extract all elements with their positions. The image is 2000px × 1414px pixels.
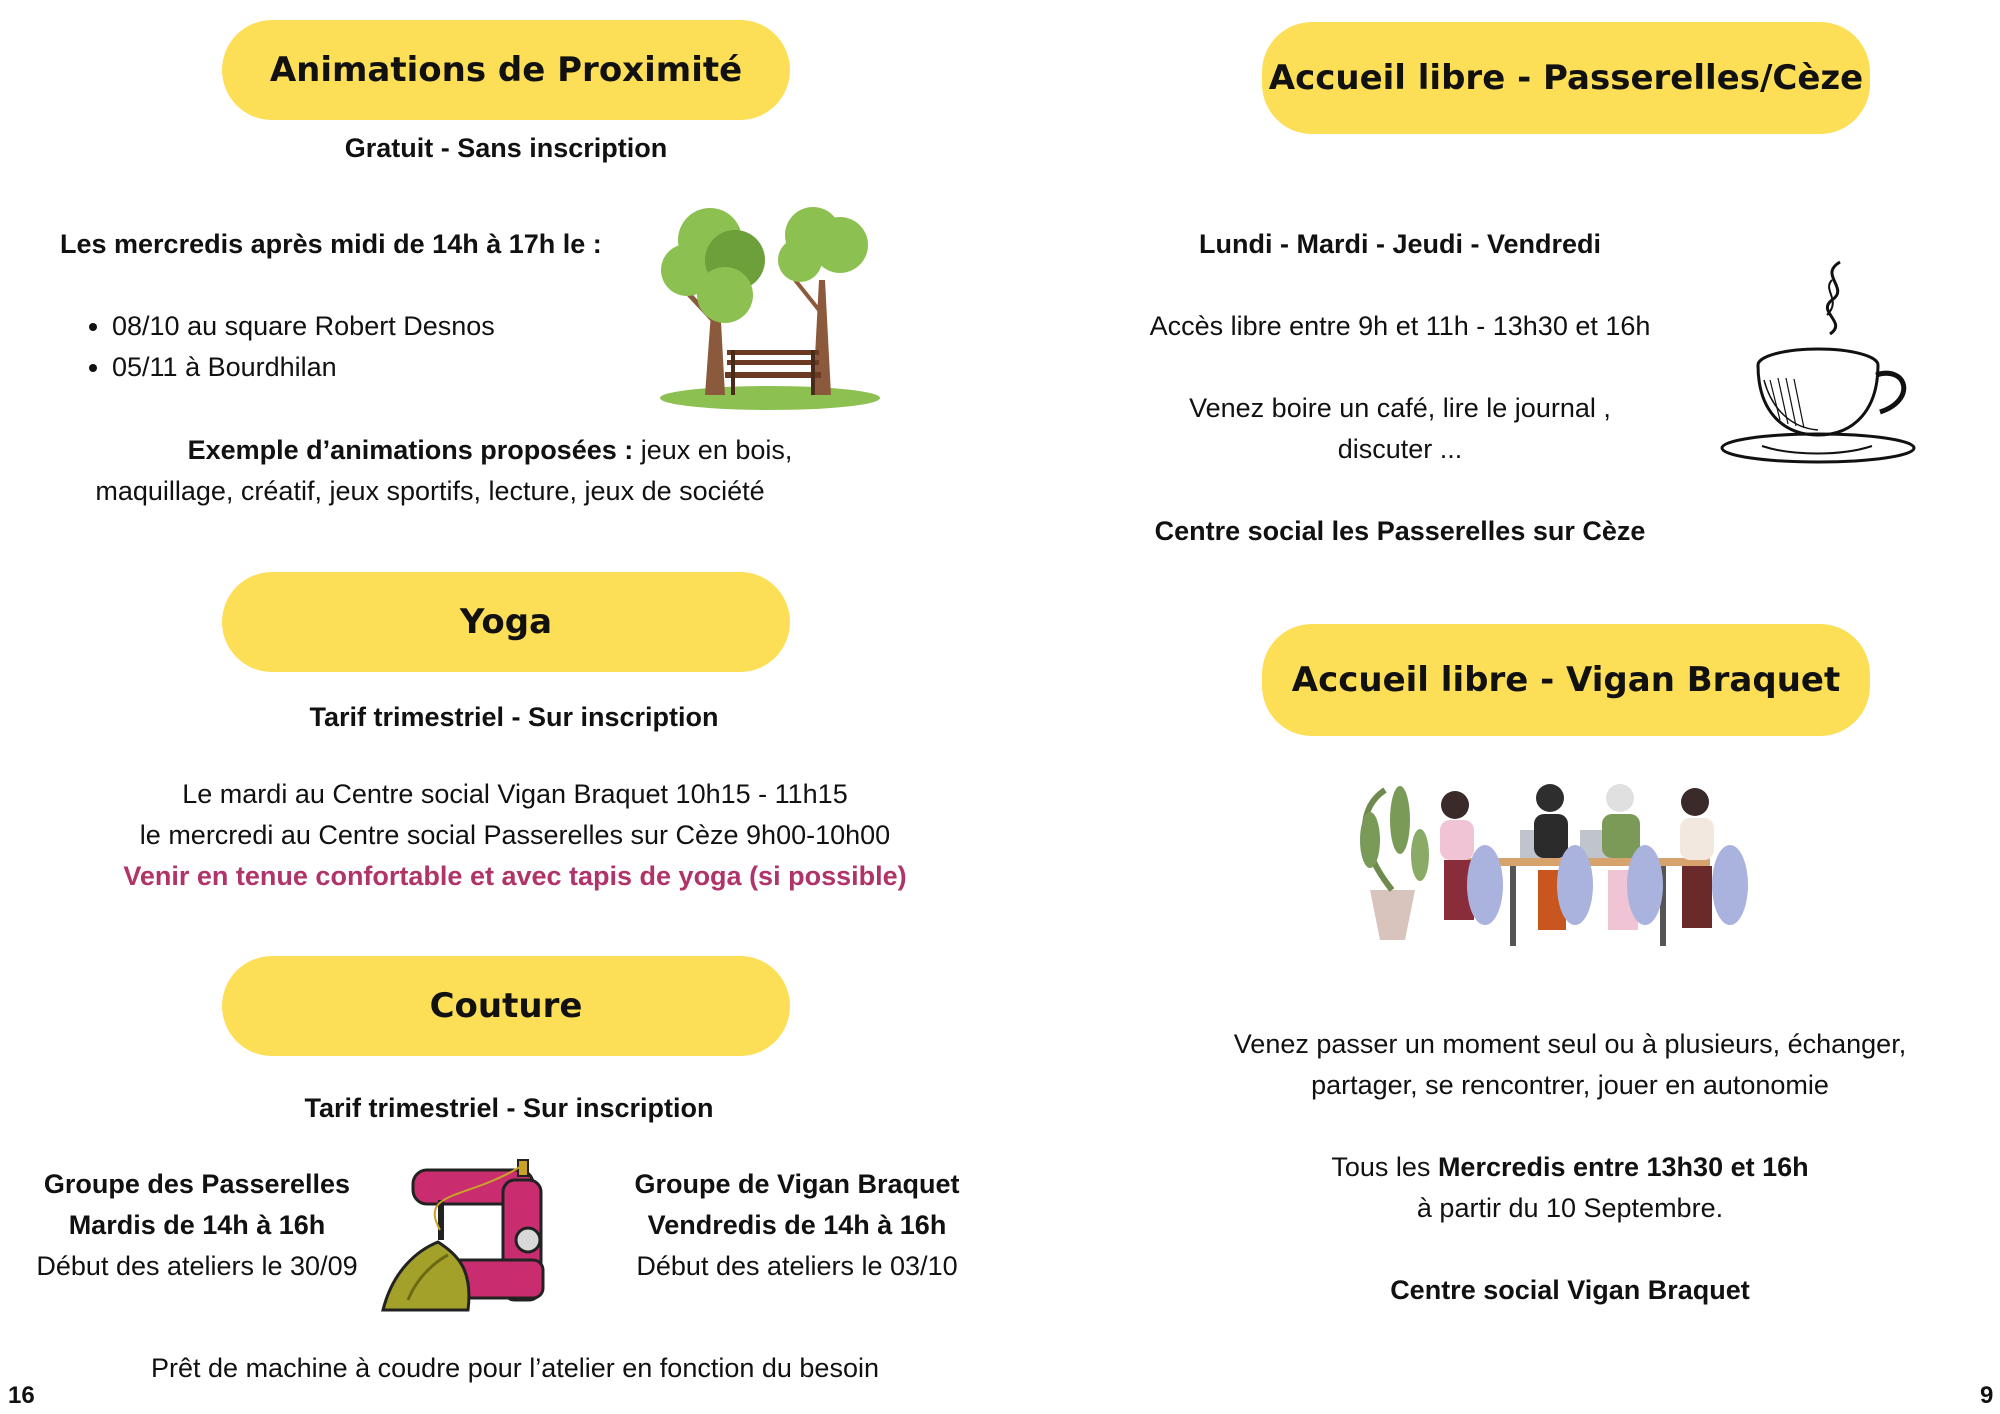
yoga-subtitle: Tarif trimestriel - Sur inscription [309, 702, 719, 732]
park-bench-icon [655, 200, 885, 415]
passerelles-hours: Accès libre entre 9h et 11h - 13h30 et 16h [1149, 311, 1651, 341]
vigan-from: à partir du 10 Septembre. [1416, 1193, 1724, 1223]
when-prefix: Tous les [1331, 1152, 1431, 1182]
passerelles-invite: Venez boire un café, lire le journal , [1189, 393, 1611, 423]
example-label: Exemple d’animations proposées : [187, 435, 634, 465]
animations-subtitle: Gratuit - Sans inscription [344, 133, 668, 163]
list-item: • 08/10 au square Robert Desnos [112, 306, 495, 347]
passerelles-title: Accueil libre - Passerelles/Cèze [1262, 22, 1870, 134]
couture-title: Couture [222, 956, 790, 1056]
animations-example-2: maquillage, créatif, jeux sportifs, lecture, jeux de société [95, 476, 765, 506]
group-start: Début des ateliers le 30/09 [36, 1251, 358, 1281]
group-name: Groupe de Vigan Braquet [634, 1169, 960, 1199]
group-start: Début des ateliers le 03/10 [636, 1251, 958, 1281]
group-name: Groupe des Passerelles [43, 1169, 351, 1199]
vigan-location: Centre social Vigan Braquet [1390, 1275, 1750, 1305]
vigan-when [1180, 1147, 1960, 1188]
yoga-line-2: le mercredi au Centre social Passerelles sur Cèze 9h00-10h00 [139, 820, 891, 850]
passerelles-days: Lundi - Mardi - Jeudi - Vendredi [1198, 229, 1602, 259]
coffee-cup-icon [1722, 260, 1932, 475]
when-bold: Mercredis entre 13h30 et 16h [1437, 1152, 1809, 1182]
page-number-left: 16 [8, 1382, 35, 1409]
page-number-right: 9 [1980, 1382, 1994, 1409]
couture-group-vigan [612, 1164, 982, 1287]
yoga-line-1: Le mardi au Centre social Vigan Braquet 10h15 - 11h15 [182, 779, 848, 809]
yoga-title: Yoga [222, 572, 790, 672]
vigan-description: Venez passer un moment seul ou à plusieurs, échanger, [1233, 1029, 1907, 1059]
vigan-description-2: partager, se rencontrer, jouer en autonomie [1311, 1070, 1829, 1100]
animations-schedule: Les mercredis après midi de 14h à 17h le : [60, 229, 602, 259]
passerelles-invite-2: discuter ... [1337, 434, 1463, 464]
animations-title: Animations de Proximité [222, 20, 790, 120]
vigan-title: Accueil libre - Vigan Braquet [1262, 624, 1870, 736]
yoga-note: Venir en tenue confortable et avec tapis de yoga (si possible) [123, 861, 907, 891]
group-meeting-icon [1340, 770, 1790, 950]
couture-subtitle: Tarif trimestriel - Sur inscription [304, 1093, 714, 1123]
sewing-machine-icon [378, 1160, 568, 1310]
animations-date-list [76, 306, 495, 388]
couture-group-passerelles [22, 1164, 372, 1287]
group-time: Vendredis de 14h à 16h [647, 1210, 947, 1240]
animations-example [40, 430, 940, 471]
example-text: jeux en bois, [640, 435, 793, 465]
group-time: Mardis de 14h à 16h [68, 1210, 326, 1240]
passerelles-location: Centre social les Passerelles sur Cèze [1154, 516, 1646, 546]
couture-footer: Prêt de machine à coudre pour l’atelier en fonction du besoin [151, 1353, 879, 1383]
list-item: • 05/11 à Bourdhilan [112, 347, 495, 388]
